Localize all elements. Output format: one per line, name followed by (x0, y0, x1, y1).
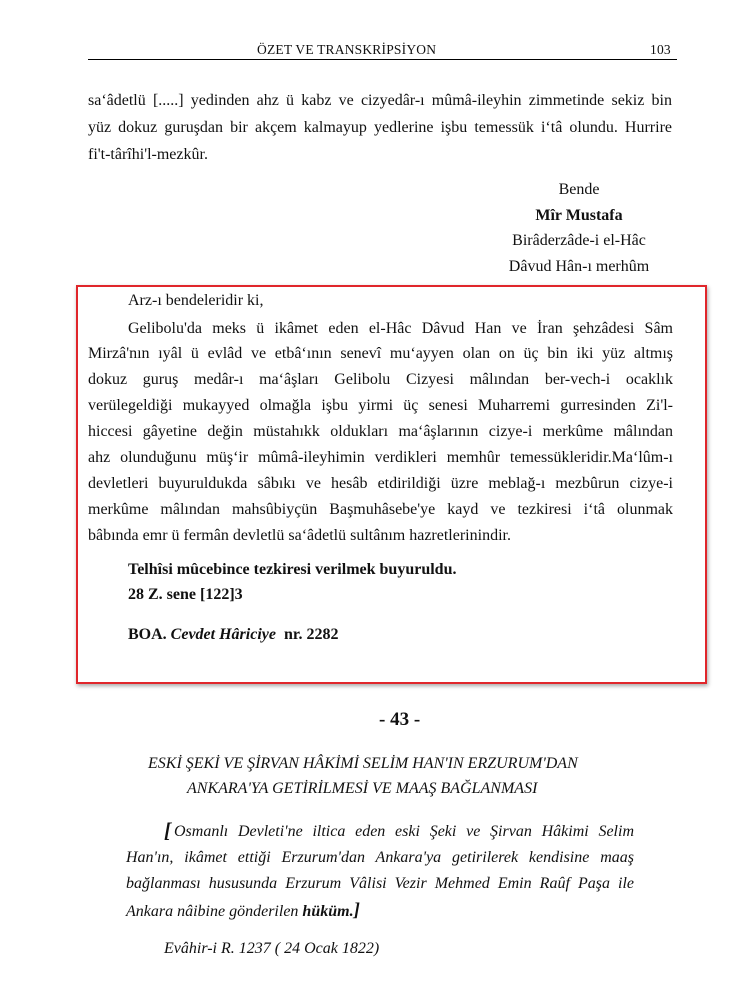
body-line: devletleri buyuruldukda sâbıkı ve hesâb etdirildiği üzre meblağ-ı mezbûrun cizye-i (88, 475, 673, 492)
signature-bende: Bende (558, 181, 600, 198)
archive-source (128, 626, 339, 644)
summary-last-line (126, 900, 360, 922)
intro-line: fi't-târîhi'l-mezkûr. (88, 146, 208, 163)
page-number: 103 (650, 42, 671, 57)
salutation: Arz-ı bendeleridir ki, (128, 292, 264, 309)
intro-line: yüz dokuz guruşdan bir akçem kalmayup yedlerine işbu temessük i‘tâ olundu. Hurrire (88, 119, 672, 136)
body-line: ahz olunduğunu müş‘ir mûmâ-ileyhimin verdikleri memhûr temessükleridir.Ma‘lûm-ı (88, 449, 673, 466)
close-bracket: ] (353, 900, 360, 921)
summary-line: Osmanlı Devleti'ne iltica eden eski Şeki ve Şirvan Hâkimi Selim (174, 823, 634, 840)
resolution-date: 28 Z. sene [122]3 (128, 586, 243, 603)
summary-line: bağlanması hususunda Erzurum Vâlisi Vezir Mehmed Emin Raûf Paşa ile (126, 875, 634, 892)
summary-date: Evâhir-i R. 1237 ( 24 Ocak 1822) (164, 940, 380, 957)
source-number: nr. 2282 (283, 626, 339, 643)
body-line: merkûme mâlından mahsûbiyçün Başmuhâsebe'ye kayd ve tezkiresi i‘tâ olunmak (88, 501, 673, 518)
source-prefix: BOA. (128, 626, 167, 643)
running-header-title: ÖZET VE TRANSKRİPSİYON (257, 42, 437, 57)
body-line: dokuz guruş medâr-ı ma‘âşları Gelibolu Cizyesi mâlından ber-vech-i ocaklık (88, 371, 673, 388)
signature-line: Birâderzâde-i el-Hâc (512, 232, 646, 249)
document-number: - 43 - (379, 709, 421, 730)
signature-name: Mîr Mustafa (535, 207, 623, 224)
document-title-line: ANKARA'YA GETİRİLMESİ VE MAAŞ BAĞLANMASI (187, 780, 538, 797)
summary-text: Ankara nâibine gönderilen (126, 903, 303, 920)
summary-bold-word: hüküm. (302, 903, 354, 920)
source-collection: Cevdet Hâriciye (170, 626, 276, 643)
body-line: bâbında emr ü fermân devletlü sa‘âdetlü sultânım hazretlerinindir. (88, 527, 511, 544)
body-line: Mirzâ'nın ıyâl ü evlâd ve etbâ‘ının senevî mu‘ayyen olan on üç bin iki yüz altmış (88, 345, 673, 362)
open-bracket: [ (164, 818, 171, 842)
resolution-note: Telhîsi mûcebince tezkiresi verilmek buyuruldu. (128, 561, 457, 578)
signature-line: Dâvud Hân-ı merhûm (508, 258, 650, 275)
body-line: hiccesi gâyetine değin müstahıkk oldukları ma‘âşlarının cizye-i merkûme mâlından (88, 423, 673, 440)
body-line: verülegeldiği mukayyed olmağla işbu yirmi üç senesi Muharremi gurresinden Zi'l- (88, 397, 673, 414)
intro-line: sa‘âdetlü [.....] yedinden ahz ü kabz ve cizyedâr-ı mûmâ-ileyhin zimmetinde sekiz bin (88, 92, 672, 109)
header-rule (88, 59, 677, 60)
document-title-line: ESKİ ŞEKİ VE ŞİRVAN HÂKİMİ SELİM HAN'IN ERZURUM'DAN (148, 755, 578, 772)
body-line: Gelibolu'da meks ü ikâmet eden el-Hâc Dâvud Han ve İran şehzâdesi Sâm (128, 320, 673, 337)
summary-line: Han'ın, ikâmet ettiği Erzurum'dan Ankara'ya getirilerek kendisine maaş (126, 849, 634, 866)
